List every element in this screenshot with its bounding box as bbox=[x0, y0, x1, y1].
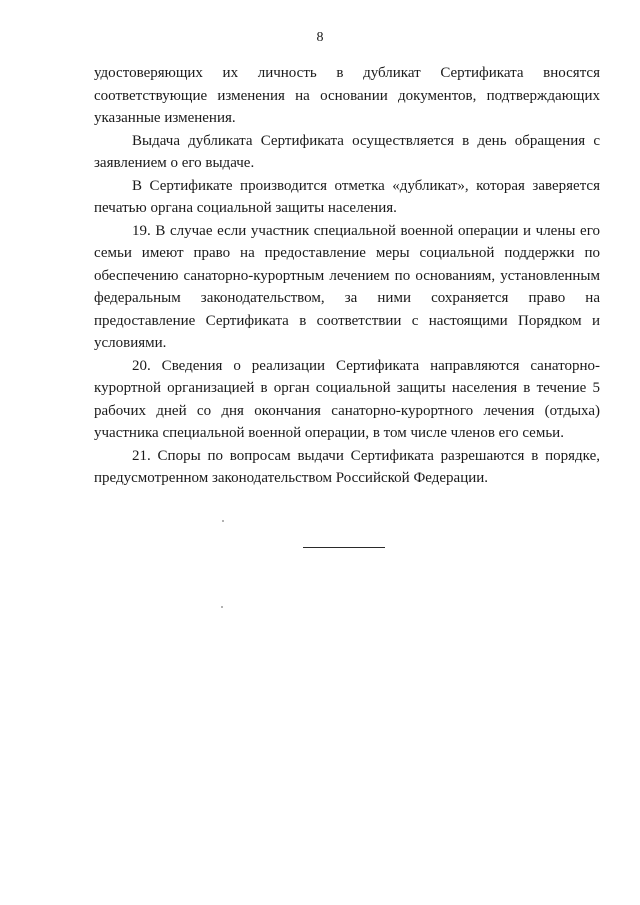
paragraph-duplicate-issuance: Выдача дубликата Сертификата осуществляется в день обращения с заявлением о его выдаче. bbox=[94, 132, 600, 171]
paragraph-clause-19: 19. В случае если участник специальной военной операции и члены его семьи имеют право на предоставление меры социальной поддержки по обеспечению санаторно-курортным лечением по основаниям, установленным федеральным законодательством, за ними сохраняется право на предоставление Сертификата в соответствии с настоящими Порядком и условиями. bbox=[94, 222, 600, 351]
page-number: 8 bbox=[316, 30, 324, 45]
paragraph-clause-21: 21. Споры по вопросам выдачи Сертификата разрешаются в порядке, предусмотренном законодательством Российской Федерации. bbox=[94, 447, 600, 486]
paragraph-clause-20: 20. Сведения о реализации Сертификата направляются санаторно-курортной организацией в орган социальной защиты населения в течение 5 рабочих дней со дня окончания санаторно-курортного лечения (отдыха) участника специальной военной операции, в том числе членов его семьи. bbox=[94, 357, 600, 441]
document-body bbox=[94, 62, 600, 490]
paragraph-duplicate-changes: удостоверяющих их личность в дубликат Сертификата вносятся соответствующие изменения на основании документов, подтверждающих указанные изменения. bbox=[94, 65, 600, 126]
scan-speck bbox=[221, 606, 223, 608]
scan-speck bbox=[222, 520, 224, 522]
paragraph-duplicate-mark: В Сертификате производится отметка «дубликат», которая заверяется печатью органа социальной защиты населения. bbox=[94, 177, 600, 216]
closing-divider bbox=[303, 547, 385, 548]
